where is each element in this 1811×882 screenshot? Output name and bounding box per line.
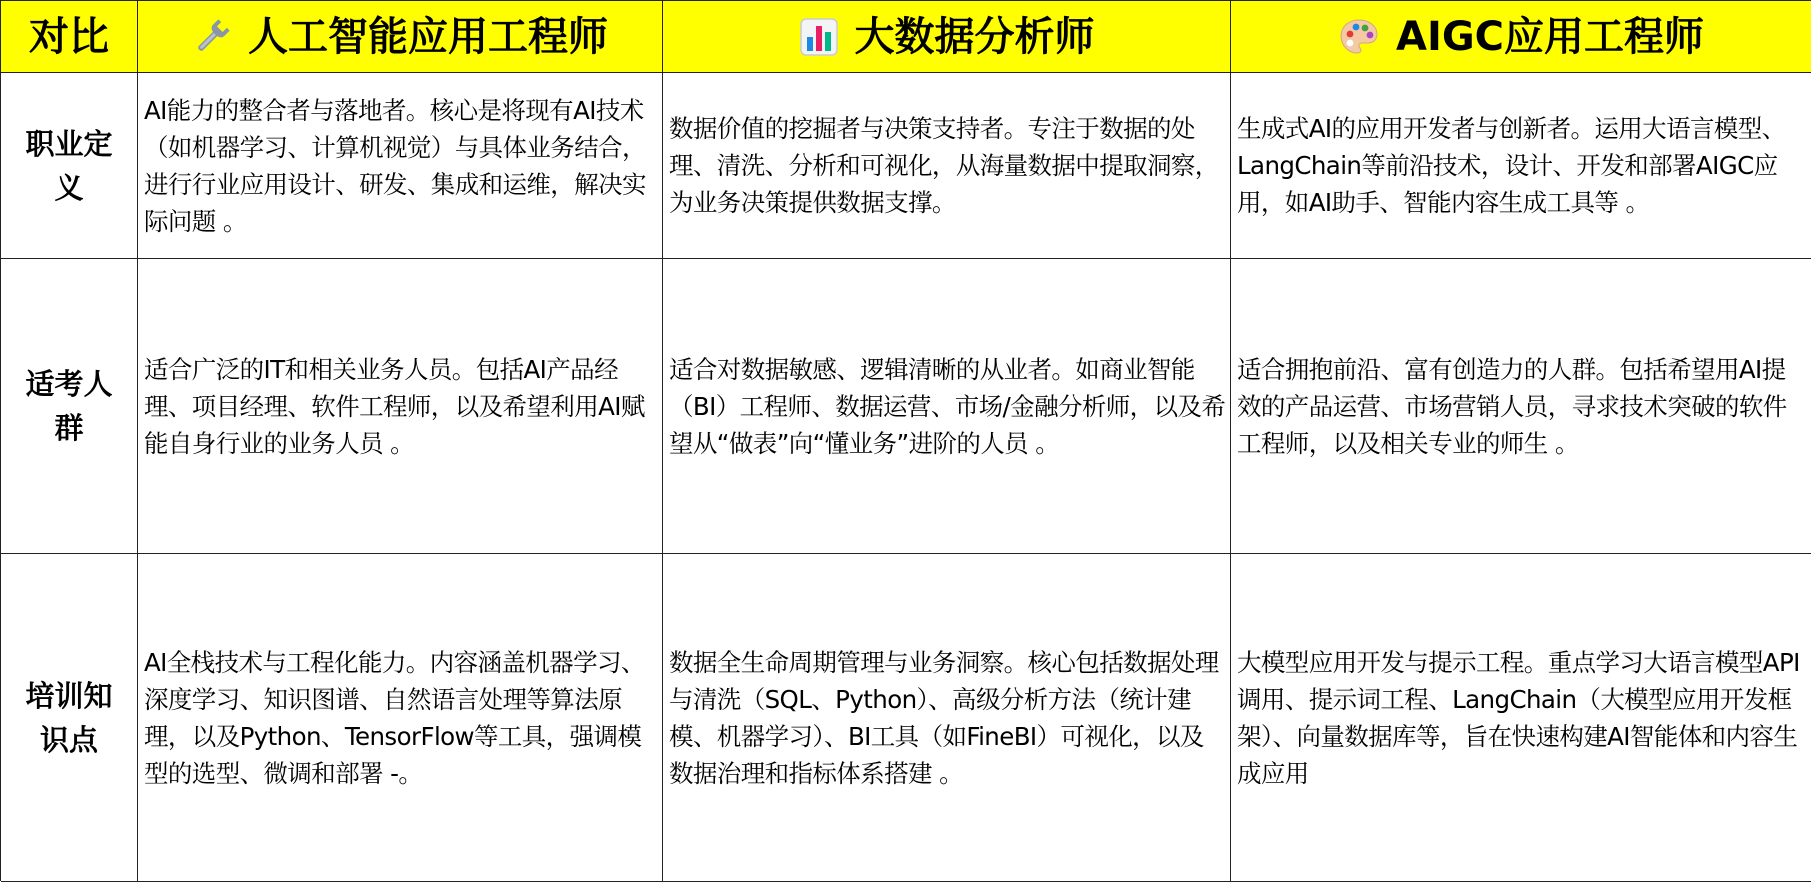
header-corner	[1, 1, 138, 73]
header-title: 大数据分析师	[854, 13, 1095, 60]
cell-text: AI全栈技术与工程化能力。内容涵盖机器学习、深度学习、知识图谱、自然语言处理等算法原理，以及Python、TensorFlow等工具，强调模型的选型、微调和部署 -。	[144, 647, 645, 788]
row-label-audience	[1, 259, 138, 554]
row-label: 适考人群	[25, 367, 113, 445]
wrench-icon	[192, 17, 232, 57]
table-cell	[1231, 259, 1811, 554]
cell-text: 生成式AI的应用开发者与创新者。运用大语言模型、LangChain等前沿技术，设计、开发和部署AIGC应用，如AI助手、智能内容生成工具等 。	[1237, 114, 1786, 217]
table-cell	[138, 73, 663, 259]
row-label-training	[1, 554, 138, 882]
bar-chart-icon	[799, 17, 839, 57]
header-aigc-engineer	[1231, 1, 1811, 73]
cell-text: 大模型应用开发与提示工程。重点学习大语言模型API调用、提示词工程、LangChain（大模型应用开发框架）、向量数据库等，旨在快速构建AI智能体和内容生成应用	[1237, 647, 1800, 788]
cell-text: AI能力的整合者与落地者。核心是将现有AI技术（如机器学习、计算机视觉）与具体业务结合，进行行业应用设计、研发、集成和运维，解决实际问题 。	[144, 95, 646, 236]
cell-text: 适合拥抱前沿、富有创造力的人群。包括希望用AI提效的产品运营、市场营销人员，寻求技术突破的软件工程师，以及相关专业的师生 。	[1237, 354, 1787, 458]
cell-text: 数据价值的挖掘者与决策支持者。专注于数据的处理、清洗、分析和可视化，从海量数据中提取洞察，为业务决策提供数据支撑。	[669, 114, 1219, 217]
header-ai-engineer	[138, 1, 663, 73]
header-corner-label: 对比	[29, 13, 109, 60]
row-label: 培训知识点	[25, 678, 113, 757]
table-cell	[1231, 73, 1811, 259]
table-cell	[138, 554, 663, 882]
row-label-definition	[1, 73, 138, 259]
row-label: 职业定义	[25, 126, 113, 205]
palette-icon	[1338, 17, 1380, 57]
table-cell	[1231, 554, 1811, 882]
table-cell	[663, 73, 1231, 259]
cell-text: 数据全生命周期管理与业务洞察。核心包括数据处理与清洗（SQL、Python）、高级分析方法（统计建模、机器学习）、BI工具（如FineBI）可视化，以及数据治理和指标体系搭建 。	[669, 647, 1219, 788]
table-cell	[663, 259, 1231, 554]
header-big-data-analyst	[663, 1, 1231, 73]
header-title: 人工智能应用工程师	[248, 13, 608, 60]
table-cell	[138, 259, 663, 554]
cell-text: 适合对数据敏感、逻辑清晰的从业者。如商业智能（BI）工程师、数据运营、市场/金融分析师，以及希望从“做表”向“懂业务”进阶的人员 。	[669, 354, 1226, 458]
table-cell	[663, 554, 1231, 882]
cell-text: 适合广泛的IT和相关业务人员。包括AI产品经理、项目经理、软件工程师，以及希望利用AI赋能自身行业的业务人员 。	[144, 354, 645, 458]
header-title: AIGC应用工程师	[1395, 13, 1705, 60]
